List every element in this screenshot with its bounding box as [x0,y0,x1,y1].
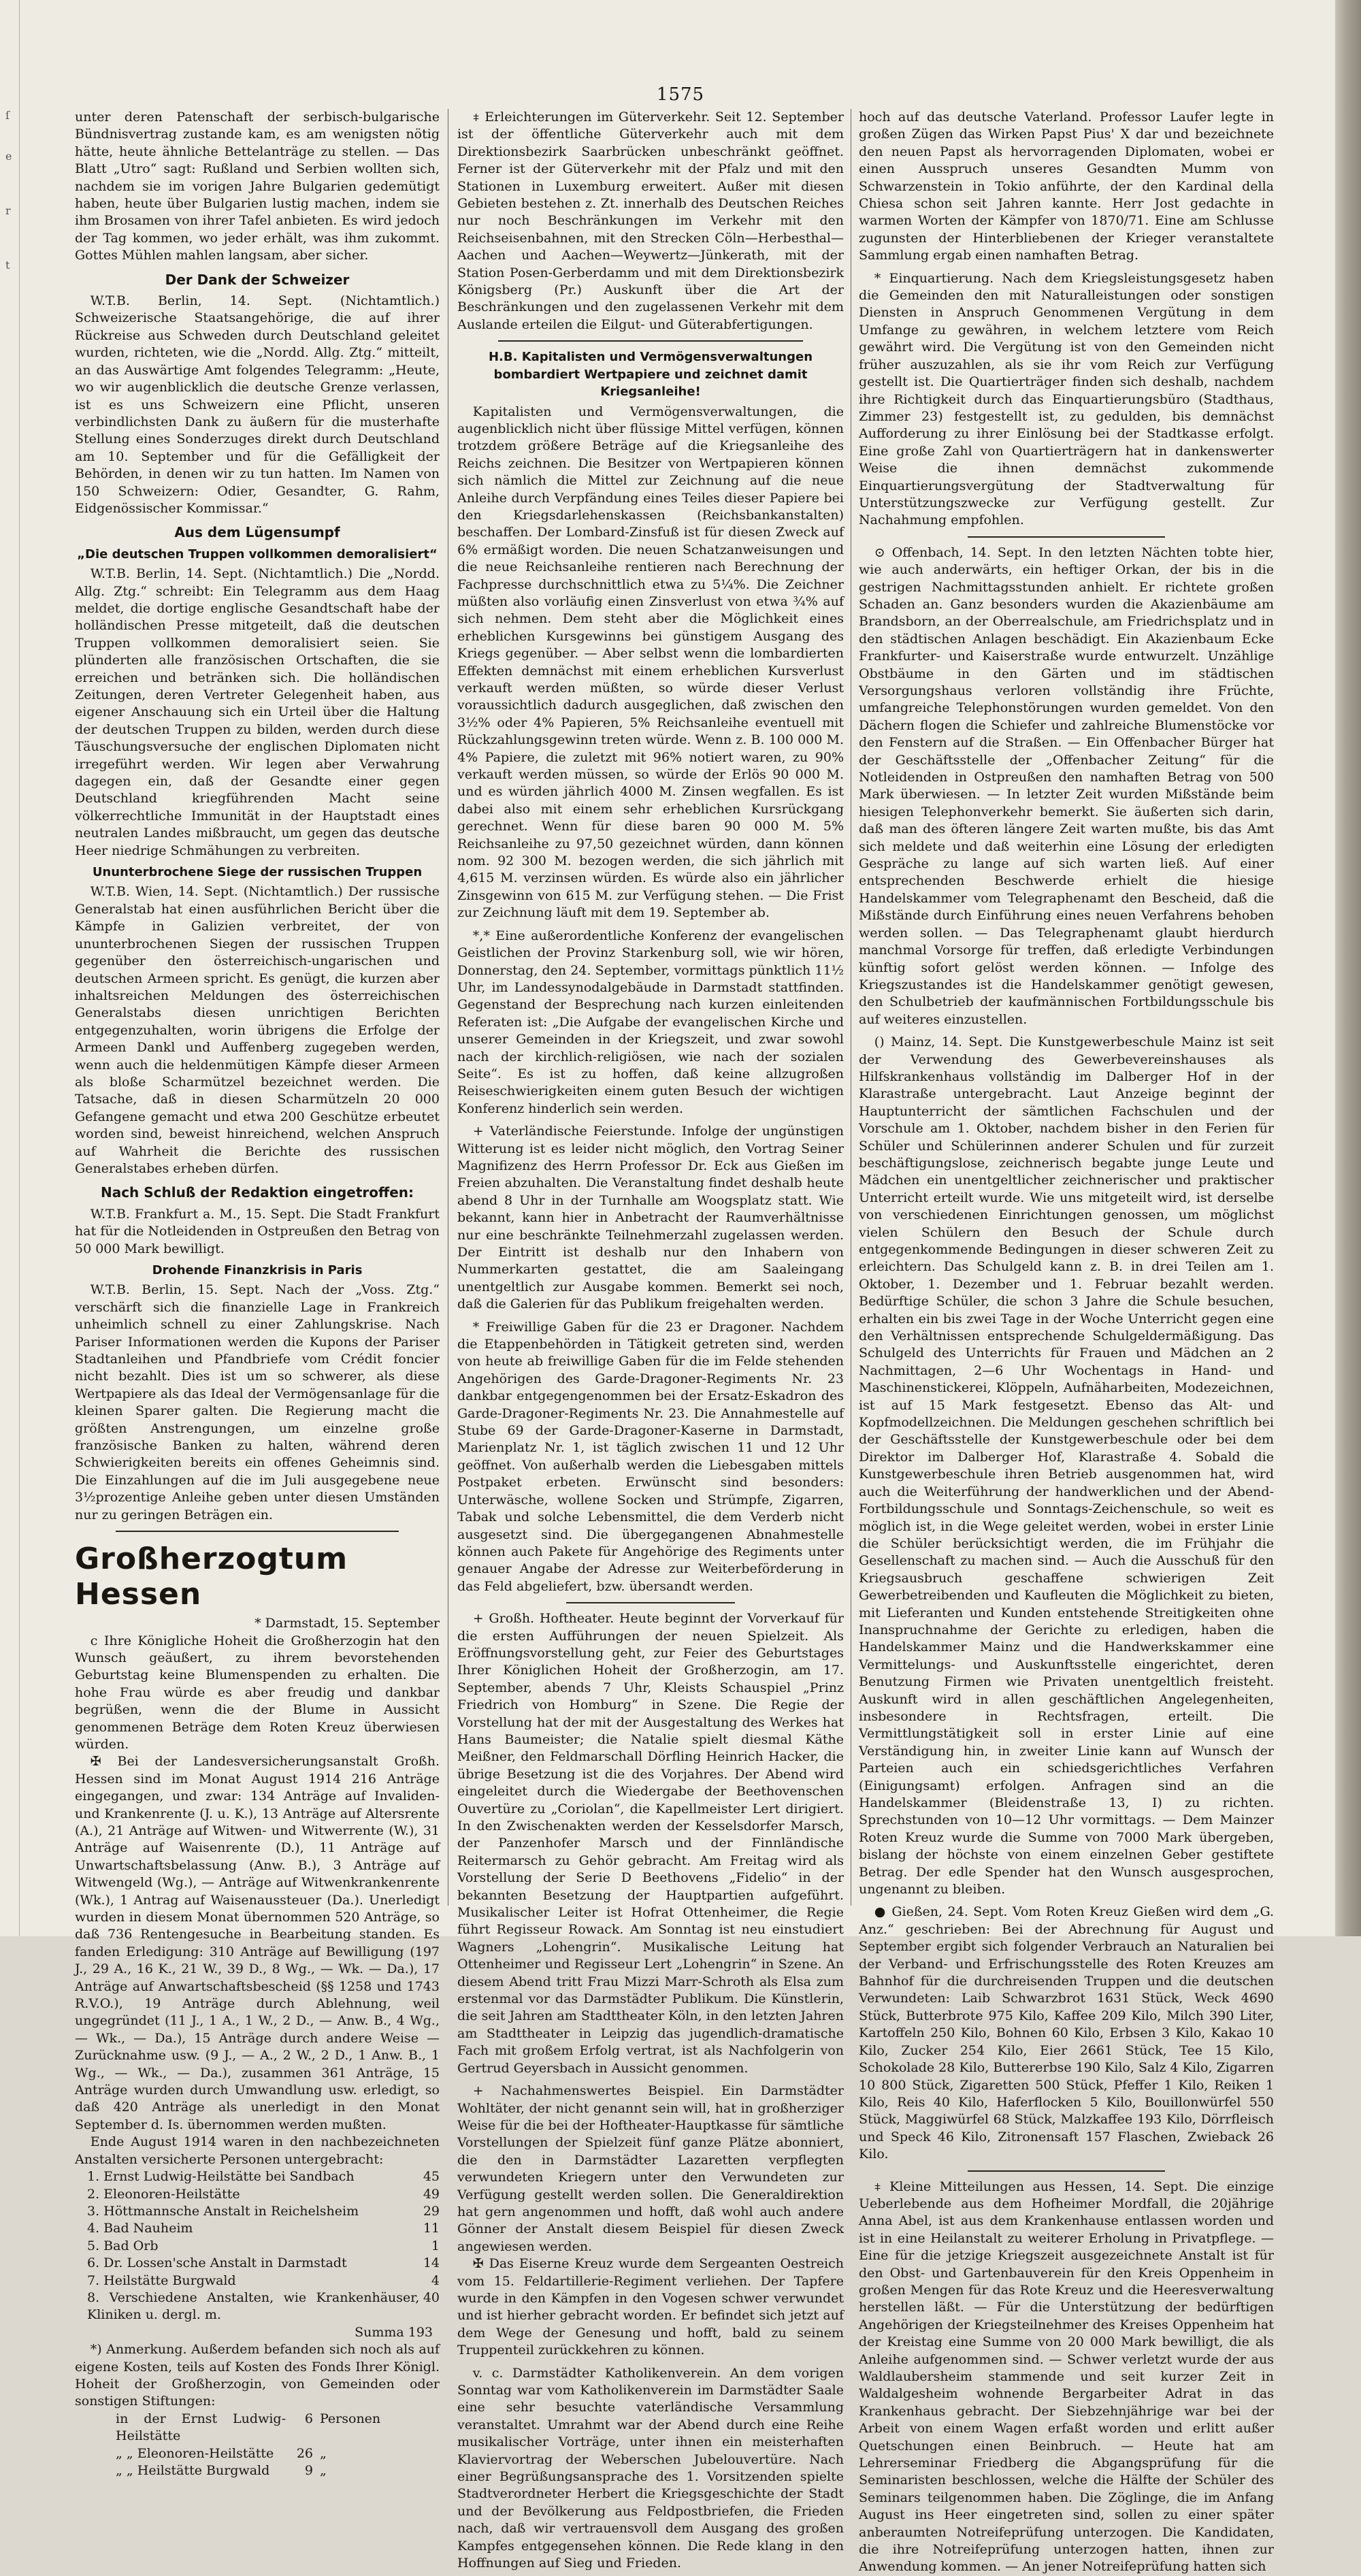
article-beispiel: + Nachahmenswertes Beispiel. Ein Darmstädter Wohltäter, der nicht genannt sein will, hat in großherziger Weise für die bei der Hoftheater-Hauptkasse für sämtliche Vorstellungen der Spielzeit fünf ganze Plätze abonniert, die den in Darmstädter Lazaretten verpflegten verwundeten Kriegern unter den Verwundeten zur Verfügung gestellt werden sollen. Die Generaldirektion hat gern angenommen und hofft, daß wohl auch andere Gönner der Anstalt diesem Beispiel für diesen Zweck angewiesen werden. [457,2083,844,2254]
spacer [859,265,1274,270]
dateline: * Darmstadt, 15. September [255,1616,440,1631]
spacer [457,1118,844,1123]
article-continuation: hoch auf das deutsche Vaterland. Professor Laufer legte in großen Zügen das Wirken Papst Pius' X dar und bezeichnete den neuen Papst als hervorragenden Diplomaten, wobei er einen Ausspruch unseres Gesandten Mumm von Schwarzenstein in Tokio anführte, der den Kardinal della Chiesa schon seit Jahren kannte. Herr Jost gedachte in warmen Worten der Kämpfer von 1870/71. Eine am Schlusse zugunsten der Hinterbliebenen der Krieger veranstaltete Sammlung ergab einen namhaften Betrag. [859,110,1274,263]
stat-row [75,2289,440,2324]
subheadline-siege: Ununterbrochene Siege der russischen Truppen [92,865,423,880]
article-rule [498,340,803,342]
stat-row [75,2238,440,2255]
article-versicherung: ✠ Bei der Landesversicherungsanstalt Großh. Hessen sind im Monat August 1914 216 Anträge eingegangen, und zwar: 134 Anträge auf Invaliden- und Krankenrente (J. u. K.), 13 Anträge auf Altersrente (A.), 21 Anträge auf Witwen- und Witwerrente (W.), 31 Anträge auf Waisenrente (D.), 11 Anträge auf Unwartschaftsbelassung (Anw. B.), 3 Anträge auf Witwengeld (Wg.), — Anträge auf Witwenkrankenrente (Wk.), 1 Antrag auf Waisenaussteuer (Da.). Unerledigt wurden in diesem Monat übernommen 520 Anträge, so daß 736 Rentengesuche in Bearbeitung standen. Es fanden Erledigung: 310 Anträge auf Bewilligung (197 J., 29 A., 16 K., 21 W., 39 D., 8 Wg., — Wk. — Da.), 17 Anträge auf Anwartschaftsbescheid (§§ 1258 und 1743 R.V.O.), 19 Anträge durch Ablehnung, weil ungegründet (11 J., 1 A., 1 W., 2 D., — Anw. B., 4 Wg., — Wk., — Da.), 15 Anträge durch andere Weise — Zurücknahme usw. (9 J., — A., 2 W., 2 D., 1 Anw. B., 1 Wg., — Wk., — Da.), zusammen 361 Anträge, 15 Anträge wurden durch Umwandlung usw. erledigt, so daß 420 Anträge als unerledigt in den Monat September d. Is. übernommen werden mußten. [75,1754,440,2132]
article-paris: W.T.B. Berlin, 15. Sept. Nach der „Voss. Ztg.“ verschärft sich die finanzielle Lage in Frankreich unheimlich schnell zu einer Zahlungskrise. Nach Pariser Informationen werden die Kupons der Pariser Stadtanleihen und Pfandbriefe vom Crédit foncier nicht bezahlt. Dies ist um so schwerer, als diese Wertpapiere als das Ideal der Vermögensanlage für die kleinen Sparer galten. Die Regierung macht die größten Anstrengungen, um einzelne große französische Banken zu halten, während deren Schwierigkeiten bereits ein offenes Geheimnis sind. Die Einzahlungen auf die im Juli ausgegebene neue 3½prozentige Anleihe geben unter diesen Umständen nur zu geringen Beträgen ein. [75,1282,440,1522]
stat-row [75,2272,440,2289]
stat-label: 2. Eleonoren-Heilstätte [87,2186,240,2202]
stat-value: 4 [431,2272,440,2288]
stat-value: 29 [423,2203,440,2219]
article-rule [968,2170,1165,2172]
footnote-unit: Personen [320,2411,381,2426]
subheadline-luegen: „Die deutschen Truppen vollkommen demoralisiert“ [77,547,438,561]
section-rule [116,1531,399,1532]
footnote-place: „ „ Eleonoren-Heilstätte [116,2445,274,2461]
stat-table [75,2168,440,2324]
stat-value: 14 [423,2255,440,2271]
footnote-row [75,2462,440,2479]
stat-sum: Summa 193 [355,2324,433,2340]
spacer [457,1314,844,1319]
article-rule [566,1602,735,1603]
headline-dank: Der Dank der Schweizer [165,271,350,288]
footnote-count: 26 [296,2445,313,2461]
spacer [457,922,844,928]
subheadline-paris: Drohende Finanzkrisis in Paris [152,1263,363,1277]
page-number: 1575 [656,84,705,105]
column-right [859,109,1274,2575]
stat-label: 6. Dr. Lossen'sche Anstalt in Darmstadt [87,2255,347,2271]
column-middle [457,109,844,2571]
article-einquartierung: * Einquartierung. Nach dem Kriegsleistungsgesetz haben die Gemeinden den mit Naturalleistungen oder sonstigen Diensten in Anspruch Genommenen Vergütung in dem Umfange zu gewähren, in welchem letztere vom Reich gewährt wird. Die Vergütung ist von den Gemeinden nicht früher auszuzahlen, als sie ihr vom Reich zur Verfügung gestellt ist. Die Quartierträger finden sich deshalb, nachdem ihre Richtigkeit durch das Einquartierungsbüro (Stadthaus, Zimmer 23) festgestellt ist, zu gedulden, bis demnächst Aufforderung zu ihrer Einlösung bei der Stadtkasse erfolgt. Eine große Zahl von Quartierträgern hat in dankenswerter Weise die ihnen demnächst zukommende Einquartierungsvergütung der Stadtverwaltung für Unterstützungszwecke zur Verfügung gestellt. Zur Nachahmung empfohlen. [859,270,1274,528]
article-dragoner: * Freiwillige Gaben für die 23 er Dragoner. Nachdem die Etappenbehörden in Tätigkeit getreten sind, werden von heute ab freiwillige Gaben für die im Felde stehenden Angehörigen des Garde-Dragoner-Regiments Nr. 23 dankbar entgegengenommen bei der Ersatz-Eskadron des Garde-Dragoner-Regiments Nr. 23. Die Annahmestelle auf Stube 69 der Garde-Dragoner-Kaserne in Darmstadt, Marienplatz Nr. 1, ist täglich zwischen 11 und 12 Uhr geöffnet. Von außerhalb werden die Liebesgaben mittels Postpaket erbeten. Erwünscht sind besonders: Unterwäsche, wollene Socken und Strümpfe, Zigarren, Tabak und solche Lebensmittel, die dem Verderb nicht ausgesetzt sind. Die übergegangenen Abnahmestelle können auch Pakete für Angehörige des Regiments unter genauer Angabe der Adresse zur Weiterbeförderung in das Feld abgeliefert, bzw. übersandt werden. [457,1319,844,1594]
article-giessen: ● Gießen, 24. Sept. Vom Roten Kreuz Gießen wird dem „G. Anz.“ geschrieben: Bei der Abrechnung für August und September ergibt sich folgender Verbrauch an Naturalien bei der Verband- und Erfrischungsstelle des Roten Kreuzes am Bahnhof für die durchreisenden Truppen und die deutschen Verwundeten: Laib Schwarzbrot 1631 Stück, Weck 4690 Stück, Butterbrote 975 Kilo, Kaffee 209 Kilo, Milch 390 Liter, Kartoffeln 250 Kilo, Bohnen 60 Kilo, Erbsen 3 Kilo, Kakao 10 Kilo, Zucker 254 Kilo, Eier 2661 Stück, Tee 15 Kilo, Schokolade 28 Kilo, Buttererbse 190 Kilo, Salz 4 Kilo, Zigarren 10 800 Stück, Zigaretten 500 Stück, Pfeffer 1 Kilo, Reiken 1 Kilo, Reis 40 Kilo, Haferflocken 5 Kilo, Bouillonwürfel 550 Stück, Maggiwürfel 68 Stück, Malzkaffee 193 Kilo, Dörrfleisch und Speck 46 Kilo, Zitronensaft 157 Flaschen, Zwieback 26 Kilo. [859,1904,1274,2162]
stat-label: 4. Bad Nauheim [87,2221,193,2236]
article-dank: W.T.B. Berlin, 14. Sept. (Nichtamtlich.) Schweizerische Staatsangehörige, die auf ihrer Rückreise aus Schweden durch Deutschland geleitet wurden, richteten, wie die „Nordd. Allg. Ztg.“ mitteilt, an das Auswärtige Amt folgendes Telegramm: „Heute, wo wir augenblicklich die deutsche Grenze verlassen, ist es uns Schweizern eine Pflicht, unseren verbindlichsten Dank zu äußern für die musterhafte Stellung eines Sonderzuges direkt durch Deutschland am 10. September und für die Gefälligkeit der Behörden, in denen wir zu tun hatten. Im Namen von 150 Schweizern: Odier, Gesandter, G. Rahm, Eidgenössischer Kommissar.“ [75,293,440,516]
column-left [75,109,440,2478]
article-gueterverkehr: ⧧ Erleichterungen im Güterverkehr. Seit 12. September ist der öffentliche Güterverkehr auch mit dem Direktionsbezirk Saarbrücken unbeschränkt geöffnet. Ferner ist der Güterverkehr mit der Pfalz und mit den Stationen in Luxemburg erweitert. Außer mit diesen Gebieten bestehen z. Zt. innerhalb des Deutschen Reiches nur noch Beschränkungen im Verkehr mit den Reichseisenbahnen, mit den Strecken Cöln—Herbesthal—Aachen und Aachen—Weywertz—Jünkerath, mit der Station Posen-Gerberdamm und mit dem Direktionsbezirk Königsberg (Pr.) Auskunft über die Art der Beschränkungen und den zugelassenen Verkehr mit dem Auslande erteilen die Eilgut- und Güterabfertigungen. [457,110,844,332]
stat-intro: Ende August 1914 waren in den nachbezeichneten Anstalten versicherte Personen untergebracht: [75,2134,440,2167]
headline-kapitalisten: H.B. Kapitalisten und Vermögensverwaltungen bombardiert Wertpapiere und zeichnet damit Kriegsanleihe! [488,350,813,400]
stat-value: 45 [423,2169,440,2185]
stat-row [75,2220,440,2237]
stat-label: 5. Bad Orb [87,2238,159,2253]
footnote-place: in der Ernst Ludwig-Heilstätte [116,2411,286,2444]
spacer [859,1028,1274,1034]
article-mainz: () Mainz, 14. Sept. Die Kunstgewerbeschule Mainz ist seit der Verwendung des Gewerbevereinshauses als Hilfskrankenhaus vollständig im Dalberger Hof in der Klarastraße untergebracht. Laut Anzeige beginnt der Hauptunterricht der sämtlichen Fachschulen und der Vorschule am 1. Oktober, nachdem bisher in den Ferien für Schüler und Schülerinnen anderer Schulen und für zurzeit beschäftigungslose, zeichnerisch begabte junge Leute und Mädchen ein unentgeltlicher zeichnerischer und praktischer Unterricht erteilt wurde. Wie uns mitgeteilt wird, ist derselbe von verschiedenen Einrichtungen genossen, um möglichst vielen Schülern den Besuch der Schule durch entgegenkommende Bedingungen in dieser schweren Zeit zu erleichtern. Das Schulgeld kann z. B. in drei Teilen am 1. Oktober, 1. Dezember und 1. Februar bezahlt werden. Bedürftige Schüler, die schon 3 Jahre die Schule besuchen, erhalten ein bis zwei Tage in der Woche Unterricht gegen eine den Verhältnissen entsprechende Schulgeldermäßigung. Das Schulgeld des Unterrichts für Frauen und Mädchen an 2 Nachmittagen, 2—6 Uhr Wochentags in Hand- und Maschinenstickerei, Klöppeln, Aufnäharbeiten, Modezeichnen, ist auf 15 Mark festgesetzt. Ebenso das Alt- und Kopfmodellzeichnen. Die Meldungen geschehen schriftlich bei der Geschäftsstelle der Kunstgewerbeschule oder bei dem Direktor im Dalberger Hof, Klarastraße 4. Sobald die Kunstgewerbeschule ihren Betrieb ausgenommen hat, wird auch die Weiterführung der handwerklichen und der Abend-Fortbildungsschule und Sonntags-Zeichenschule, so weit es möglich ist, in die Wege geleitet werden, wobei in erster Linie die Schüler berücksichtigt werden, die im Frühjahr die Gesellenschaft zu machen sind. — Auch die Ausschuß für den Kriegsausbruch geschaffene schwierigen Zeit Gewerbetreibenden und Kaufleuten die Möglichkeit zu bieten, mit Lieferanten und Kunden entstehende Streitigkeiten ohne Inanspruchnahme der Gerichte zu erledigen, haben die Handelskammer Mainz und die Handwerkskammer eine Vermittelungs- und Auskunftsstelle eingerichtet, deren Benutzung Firmen wie Privaten unentgeltlich freisteht. Auskunft wird in allen geschäftlichen Angelegenheiten, insbesondere in Rechtsfragen, erteilt. Die Vermittlungstätigkeit soll in erster Linie auf eine Verständigung hin, in zweiter Linie kann auf Wunsch der Parteien auch ein schiedsgerichtliches Verfahren (Einigungsamt) erfolgen. Anfragen sind an die Handelskammer (Bleidenstraße 13, I) zu richten. Sprechstunden von 10—12 Uhr vormittags. — Dem Mainzer Roten Kreuz wurde die Summe von 7000 Mark übergeben, bislang der höchste von einem einzelnen Geber gestiftete Betrag. Der edle Spender hat den Wunsch ausgesprochen, ungenannt zu bleiben. [859,1034,1274,1897]
headline-schluss: Nach Schluß der Redaktion eingetroffen: [100,1184,414,1201]
article-luegen: W.T.B. Berlin, 14. Sept. (Nichtamtlich.) Die „Nordd. Allg. Ztg.“ schreibt: Ein Telegramm aus dem Haag meldet, die dortige englische Gesandtschaft habe der holländischen Presse mitgeteilt, daß die deutschen Truppen vollkommen demoralisiert seien. Sie plünderten alle französischen Ortschaften, die sie erreichen und betränken sich. Die holländischen Zeitungen, deren Vertreter Gelegenheit haben, aus eigener Anschauung sich ein Urteil über die Haltung der deutschen Truppen zu bilden, werden durch diese Täuschungsversuche der englischen Diplomaten nicht irregeführt werden. Wir legen aber Verwahrung dagegen ein, daß der Gesandte einer gegen Deutschland kriegführenden Macht seine völkerrechtliche Immunität in der Hauptstadt eines neutralen Landes mißbraucht, um gegen das deutsche Heer niedrige Schmähungen zu verbreiten. [75,566,440,858]
stat-label: 3. Höttmannsche Anstalt in Reichelsheim [87,2203,359,2219]
stat-row [75,2186,440,2203]
article-katholikenverein: v. c. Darmstädter Katholikenverein. An dem vorigen Sonntag war vom Katholikenverein im Darmstädter Saale eine sehr besuchte vaterländische Versammlung veranstaltet. Umrahmt war der Abend durch eine Reihe musikalischer Vorträge, unter ihnen ein meisterhaften Klaviervortrag der Weberschen Jubelouvertüre. Nach einer Begrüßungsansprache des 1. Vorsitzenden spielte Stadtverordneter Herbert die Kriegsgeschichte der Stadt und der Bevölkerung aus Feldpostbriefen, die Frieden nach, daß wir vertrauensvoll dem Ausgang des großen Kampfes entgegensehen können. Die Rede klang in den Hoffnungen auf Sieg und Frieden. [457,2365,844,2571]
footnote: *) Anmerkung. Außerdem befanden sich noch als auf eigene Kosten, teils auf Kosten des Fonds Ihrer Königl. Hoheit der Großherzogin, von Gemeinden oder sonstigen Stiftungen: [75,2342,440,2409]
footnote-row [75,2445,440,2462]
stat-value: 49 [423,2186,440,2202]
article-offenbach: ⊙ Offenbach, 14. Sept. In den letzten Nächten tobte hier, wie auch anderwärts, ein heftiger Orkan, der bis in die gestrigen Nachmittagsstunden anhielt. Er richtete großen Schaden an. Ganz besonders wurden die Akazienbäume am Brandsborn, an der Oberrealschule, am Friedrichsplatz und in den städtischen Anlagen beschädigt. Ein Akazienbaum Ecke Frankfurter- und Kaiserstraße wurde entwurzelt. Unzählige Obstbäume in den Gärten und im städtischen Versorgungshaus verloren vollständig ihre Früchte, umfangreiche Telephonstörungen wurden gemeldet. Von den Dächern flogen die Schiefer und zahlreiche Blumenstöcke vor den Fenstern auf die Straßen. — Ein Offenbacher Bürger hat der Geschäftsstelle der „Offenbacher Zeitung“ für die Notleidenden in Ostpreußen den namhaften Betrag von 500 Mark überwiesen. — In letzter Zeit wurden Mißstände beim hiesigen Telephonverkehr bemerkt. Sie äußerten sich darin, daß man des öfteren längere Zeit warten mußte, bis das Amt sich meldete und daß weiterhin eine Lösung der erledigten Gespräche zu lange auf sich warten ließ. Auf einer entsprechenden Beschwerde erhielt die hiesige Handelskammer vom Telegraphenamt den Bescheid, daß die Mißstände durch Einführung eines neuen Verfahrens behoben werden sollen. — Das Telegraphenamt glaubt hierdurch manchmal Vorsorge für treffen, daß erledigte Verbindungen künftig sofort gelöst werden können. — Infolge des Kriegszustandes ist die Handelskammer genötigt gewesen, den Schulbetrieb der kaufmännischen Fortbildungsschule bis auf weiteres einzustellen. [859,544,1274,1027]
footnote-unit: „ [320,2463,327,2478]
gutter-mark: e [5,150,12,163]
article-hoheit: c Ihre Königliche Hoheit die Großherzogin hat den Wunsch geäußert, zu ihrem bevorstehenden Geburtstag keine Blumenspenden zu erhalten. Die hohe Frau würde es aber freudig und dankbar begrüßen, wenn die der Blume in Aussicht genommenen Beträge dem Roten Kreuz überwiesen würden. [75,1633,440,1752]
gutter-mark: ſ [5,109,10,122]
stat-value: 1 [431,2238,440,2253]
article-hoftheater: + Großh. Hoftheater. Heute beginnt der Vorverkauf für die ersten Aufführungen der neuen Spielzeit. Als Eröffnungsvorstellung geht, zur Feier des Geburtstages Ihrer Königlichen Hoheit der Großherzogin, am 17. September, abends 7 Uhr, Kleists Schauspiel „Prinz Friedrich von Homburg“ in Szene. Die Regie der Vorstellung hat der mit der Ausgestaltung des Werkes hat Hans Baumeister; die Natalie spielt diesmal Käthe Meißner, den Feldmarschall Dörfling Heinrich Hacker, die übrige Besetzung ist die des Vorjahres. Der Abend wird eingeleitet durch die Wiedergabe der Beethovenschen Ouvertüre zu „Coriolan“, die Kapellmeister Lert dirigiert. In den Zwischenakten werden der Kesselsdorfer Marsch, der Panzenhofer Marsch und der Finnländische Reitermarsch zu Gehör gebracht. Am Freitag wird als Vorstellung der Serie D Beethovens „Fidelio“ in der bekannten Besetzung der Hauptpartien aufgeführt. Musikalischer Leiter ist Hofrat Ottenheimer, die Regie führt Regisseur Rowack. Am Sonntag ist neu einstudiert Wagners „Lohengrin“. Musikalische Leitung hat Ottenheimer und Regisseur Lert „Lohengrin“ in Szene. An diesem Abend tritt Frau Mizzi Marr-Schroth als Elsa zum erstenmal vor das Darmstädter Publikum. Die Künstlerin, die seit Jahren am Stadttheater Köln, in den letzten Jahren am Stadttheater in Leipzig das jugendlich-dramatische Fach mit großem Erfolg vertrat, ist als Nachfolgerin von Gertrud Geyersbach in Aussicht genommen. [457,1611,844,2076]
footnote-count: 9 [304,2463,313,2478]
footnote-unit: „ [320,2445,327,2461]
article-kleine-mitteilungen: ⧧ Kleine Mitteilungen aus Hessen, 14. Sept. Die einzige Ueberlebende aus dem Hofheimer Mordfall, die 20jährige Anna Abel, ist aus dem Krankenhause entlassen worden und ist in eine Heilanstalt zu weiterer Erholung in Privatpflege. — Eine für die jetzige Kriegszeit ausgezeichnete Anstalt ist für den Obst- und Gartenbauverein für den Kreis Oppenheim in großen Mengen für das Rote Kreuz und die Heeresverwaltung herstellen läßt. — Für die Unterstützung der bedürftigen Angehörigen der Kriegsteilnehmer des Kreises Oppenheim hat der Kreistag eine Summe von 20 000 Mark bewilligt, die als Anleihe aufgenommen sind. — Schwer verletzt wurde der aus Waldlaubersheim stammende und seit kurzer Zeit in Waldalgesheim wohnende Bergarbeiter Adrat in das Krankenhaus gebracht. Der Siebzehnjährige war bei der Arbeit von einem Wagen erfaßt worden und erlitt außer Quetschungen einen Beinbruch. — Heute hat am Lehrerseminar Friedberg die Abgangsprüfung für die Seminaristen beschlossen, welche die Hälfte der Schüler des Seminars teilgenommen haben. Die Zöglinge, die im Anfang August ins Heer eingetreten sind, sollen zu einer später anberaumten Notreifeprüfung unterzogen. Die Kandidaten, die ihre Notreifeprüfung unterzogen hatten, ihnen zur Anwendung kommen. — An jener Notreifeprüfung hatten sich [859,2179,1274,2575]
article-schluss: W.T.B. Frankfurt a. M., 15. Sept. Die Stadt Frankfurt hat für die Notleidenden in Ostpreußen den Betrag von 50 000 Mark bewilligt. [75,1206,440,1256]
article-eisernes-kreuz: ✠ Das Eiserne Kreuz wurde dem Sergeanten Oestreich vom 15. Feldartillerie-Regiment verliehen. Der Tapfere wurde in den Kämpfen in den Vogesen schwer verwundet und ist hierher gebracht worden. Er befindet sich jetzt auf dem Wege der Genesung und hofft, bald zu seinem Truppenteil zurückkehren zu können. [457,2256,844,2358]
article-kapitalisten: Kapitalisten und Vermögensverwaltungen, die augenblicklich nicht über flüssige Mittel verfügen, können trotzdem größere Beträge auf die Kriegsanleihe des Reichs zeichnen. Die Besitzer von Wertpapieren können sich nämlich die Mittel zur Zeichnung auf die neue Anleihe durch Verpfändung eines Teiles dieser Papiere bei den Kriegsdarlehenskassen (Reichsbankanstalten) beschaffen. Der Lombard-Zinsfuß ist für diesen Zweck auf 6% ermäßigt worden. Die neuen Schatzanweisungen und die neue Reichsanleihe rentieren nach Berechnung der Fachpresse durchschnittlich etwa zu 5¼%. Die Zeichner müßten also vorläufig einen Zinsverlust von etwa ¾% auf sich nehmen. Dem steht aber die Möglichkeit eines erheblichen Kursgewinns bei günstigem Ausgang des Kriegs gegenüber. — Aber selbst wenn die lombardierten Effekten demnächst mit einem erheblichen Kursverlust verkauft werden müßten, so würde dieser Verlust voraussichtlich dadurch ausgeglichen, daß zwischen den 3½% oder 4% Papieren, 5% Reichsanleihe eventuell mit Rückzahlungsgewinn treten würde. Wenn z. B. 100 000 M. 4% Papiere, die zuletzt mit 96% notiert waren, zu 90% verkauft werden müssen, so würde der Erlös 90 000 M. und es würden jährlich 4000 M. Zinsen wegfallen. Es ist dabei also mit einem sehr erheblichen Kursrückgang gerechnet. Wenn für diese baren 90 000 M. 5% Reichsanleihe zu 97,50 gezeichnet würden, dann können nom. 92 300 M. bezogen werden, die sich jährlich mit 4,615 M. verzinsen würden. Es würde also ein jährlicher Zinsgewinn von 615 M. zur Verfügung stehen. — Die Frist zur Zeichnung läuft mit dem 19. September ab. [457,404,844,921]
page-edge [1335,0,1361,1936]
article-konferenz: *,* Eine außerordentliche Konferenz der evangelischen Geistlichen der Provinz Starkenburg soll, wie wir hören, Donnerstag, den 24. September, vormittags pünktlich 11½ Uhr, im Landessynodalgebäude in Darmstadt stattfinden. Gegenstand der Besprechung nach kurzen einleitenden Referaten ist: „Die Aufgabe der evangelischen Kirche und unserer Gemeinden in der Kriegszeit, und zwar sowohl nach der kirchlich-religiösen, wie nach der sozialen Seite“. Es ist zu hoffen, daß keine allzugroßen Reiseschwierigkeiten einem guten Besuch der wichtigen Konferenz hinderlich sein werden. [457,928,844,1116]
spacer [859,1898,1274,1904]
stat-row [75,2168,440,2185]
stat-label: 7. Heilstätte Burgwald [87,2272,236,2288]
binding-gutter [0,0,20,1936]
footnote-row [75,2411,440,2445]
stat-value: 40 [423,2289,440,2305]
footnote-count: 6 [304,2411,313,2426]
article-continuation: unter deren Patenschaft der serbisch-bulgarische Bündnisvertrag zustande kam, es am wenigsten nötig hätte, heute ähnliche Bettelanträge zu stellen. — Das Blatt „Utro“ sagt: Rußland und Serbien wollten sich, nachdem sie im vorigen Jahre Bulgarien gedemütigt haben, heute über Bulgarien lustig machen, indem sie ihm Brosamen von ihrer Tafel anbieten. Es wird jedoch der Tag kommen, wo jeder erhält, was ihm zukommt. Gottes Mühlen mahlen langsam, aber sicher. [75,110,440,263]
footnote-place: „ „ Heilstätte Burgwald [116,2463,270,2478]
stat-label: 8. Verschiedene Anstalten, wie Krankenhäuser, Kliniken u. dergl. m. [87,2289,420,2323]
stat-row [75,2255,440,2272]
gutter-mark: r [5,204,11,217]
spacer [457,2360,844,2365]
article-feierstunde: + Vaterländische Feierstunde. Infolge der ungünstigen Witterung ist es leider nicht möglich, den Vortrag Seiner Magnifizenz des Herrn Professor Dr. Eck aus Gießen im Freien abzuhalten. Die Veranstaltung findet deshalb heute abend 8 Uhr in der Turnhalle am Woogsplatz statt. Wie bekannt, kann hier in Anbetracht der Raumverhältnisse nur eine beschränkte Teilnehmerzahl zugelassen werden. Der Eintritt ist deshalb nur den Inhabern von Nummerkarten gestattet, die am Saaleingang unentgeltlich zur Ausgabe kommen. Bemerkt sei noch, daß die Galerien für das Publikum freigehalten werden. [457,1124,844,1312]
headline-luegen: Aus dem Lügensumpf [174,524,340,541]
stat-value: 11 [423,2221,440,2236]
stat-label: 1. Ernst Ludwig-Heilstätte bei Sandbach [87,2169,355,2185]
spacer [457,2077,844,2083]
stat-row [75,2203,440,2220]
article-rule [968,536,1165,538]
article-siege: W.T.B. Wien, 14. Sept. (Nichtamtlich.) Der russische Generalstab hat einen ausführlichen Bericht über die Kämpfe in Galizien verbreitet, der von ununterbrochenen Siegen der russischen Truppen gegenüber den österreichisch-ungarischen und deutschen Armeen spricht. Es genügt, die kurzen aber inhaltsreichen Meldungen des österreichischen Generalstabs diesen unrichtigen Berichten entgegenzuhalten, worin übrigens die Erfolge der Armeen Dankl und Auffenberg zugegeben werden, wenn auch die heldenmütigen Kämpfe dieser Armeen als bloße Scharmützel bezeichnet werden. Die Tatsache, daß in diesen Scharmützeln 20 000 Gefangene gemacht und etwa 200 Geschütze erbeutet worden sind, beweist hinreichend, welchen Anspruch auf Wahrheit die Berichte des russischen Generalstabes erheben dürfen. [75,884,440,1176]
section-title: Großherzogtum Hessen [75,1542,348,1612]
gutter-mark: t [5,259,10,272]
